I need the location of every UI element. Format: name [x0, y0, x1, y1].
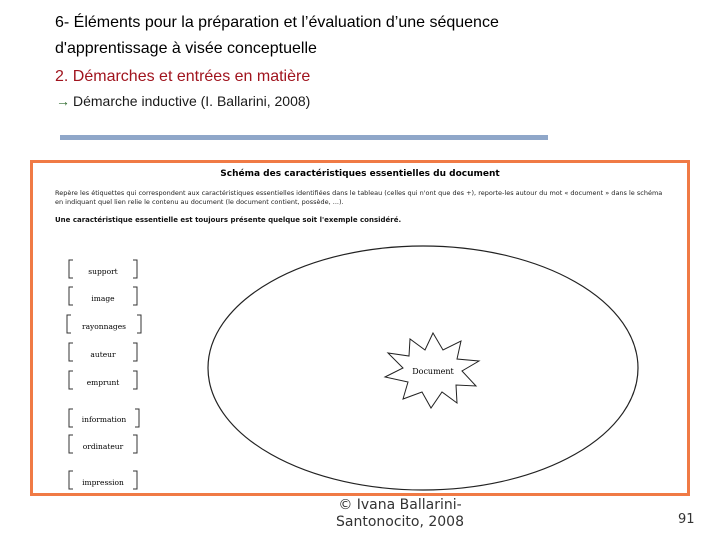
label-auteur: auteur — [90, 350, 116, 359]
slide-title-line-2: d'apprentissage à visée conceptuelle — [55, 40, 317, 57]
page-number: 91 — [678, 512, 695, 527]
footer-credit — [310, 497, 490, 531]
document-instructions: Repère les étiquettes qui correspondent aux caractéristiques essentielles identifiées dans le tableau (celles qui n'ont que des +), reporte-les autour du mot « document » dans le schéma en indiquant quel lien relie le contenu au document (le document contient, possède, ...). — [55, 189, 663, 206]
bullet-item — [56, 91, 310, 111]
label-rayonnages: rayonnages — [81, 322, 127, 331]
concept-diagram — [33, 163, 687, 493]
separator-bar — [60, 135, 548, 140]
slide-subtitle: 2. Démarches et entrées en matière — [55, 68, 311, 85]
label-emprunt: emprunt — [86, 378, 120, 387]
scanned-document — [30, 160, 690, 496]
label-ordinateur: ordinateur — [82, 442, 124, 451]
footer-credit-line-2: Santonocito, 2008 — [335, 514, 464, 530]
document-center-label: Document — [412, 367, 454, 376]
footer-credit-line-1: © Ivana Ballarini- — [338, 497, 462, 513]
label-support: support — [88, 267, 118, 276]
bullet-text: Démarche inductive (I. Ballarini, 2008) — [73, 93, 311, 109]
label-information: information — [81, 415, 127, 424]
label-impression: impression — [82, 478, 124, 487]
document-note: Une caractéristique essentielle est toujours présente quelque soit l'exemple considéré. — [55, 216, 402, 224]
slide-title-line-1: 6- Éléments pour la préparation et l’évaluation d’une séquence — [55, 14, 499, 31]
arrow-right-icon: → — [56, 93, 70, 109]
label-image: image — [91, 294, 115, 303]
document-title: Schéma des caractéristiques essentielles du document — [220, 169, 500, 179]
